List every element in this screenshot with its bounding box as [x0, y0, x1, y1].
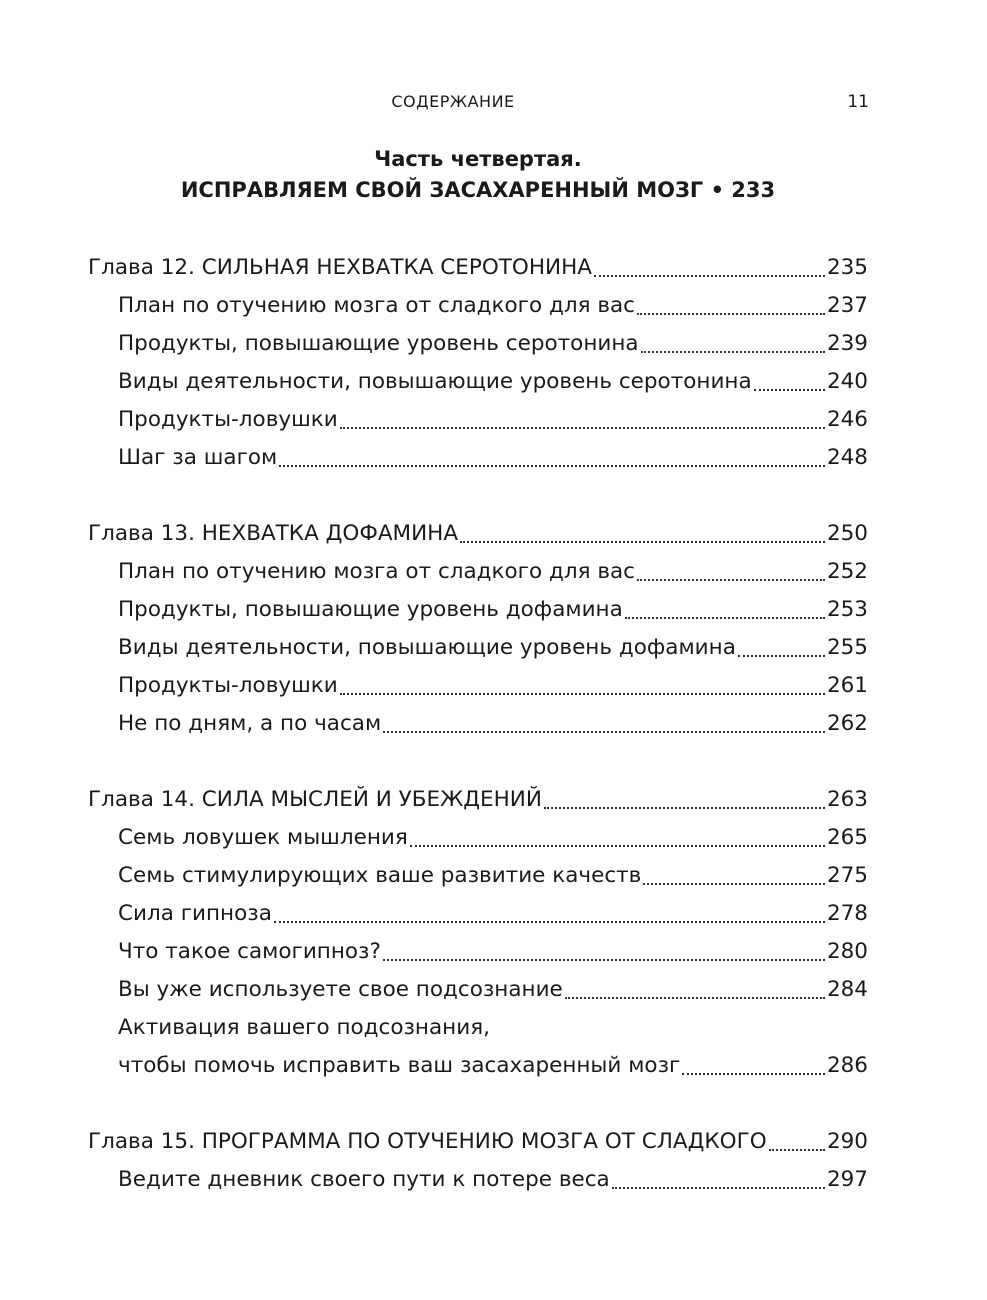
toc-entry-section[interactable]: [88, 629, 868, 667]
dot-leader: [769, 1123, 825, 1161]
dot-leader: [544, 781, 825, 819]
section-page: 261: [826, 673, 868, 698]
dot-leader: [383, 933, 825, 971]
section-title: Виды деятельности, повышающие уровень дофамина: [118, 635, 736, 660]
section-title-line2: чтобы помочь исправить ваш засахаренный мозг: [118, 1053, 681, 1078]
section-page: 255: [826, 635, 868, 660]
section-title: Что такое самогипноз?: [118, 939, 381, 964]
toc-entry-section[interactable]: [88, 287, 868, 325]
chapter-12: [88, 249, 868, 477]
dot-leader: [612, 1161, 825, 1199]
toc-entry-section[interactable]: [88, 1009, 868, 1085]
section-title: Виды деятельности, повышающие уровень серотонина: [118, 369, 752, 394]
part-heading-line1: Часть четвертая.: [374, 147, 582, 171]
chapter-14: [88, 781, 868, 1085]
dot-leader: [594, 249, 825, 287]
part-heading: [0, 144, 956, 206]
toc-entry-chapter[interactable]: [88, 249, 868, 287]
section-title: Продукты-ловушки: [118, 407, 338, 432]
section-title: Шаг за шагом: [118, 445, 278, 470]
chapter-page: 235: [826, 255, 868, 280]
section-title: Семь ловушек мышления: [118, 825, 408, 850]
chapter-page: 290: [826, 1129, 868, 1154]
section-page: 278: [826, 901, 868, 926]
section-page: 275: [826, 863, 868, 888]
toc-entry-section[interactable]: [88, 553, 868, 591]
chapter-page: 250: [826, 521, 868, 546]
section-title: Продукты-ловушки: [118, 673, 338, 698]
toc-entry-section[interactable]: [88, 363, 868, 401]
running-title: СОДЕРЖАНИЕ: [391, 92, 515, 111]
toc-entry-section[interactable]: [88, 1161, 868, 1199]
section-title: Вы уже используете свое подсознание: [118, 977, 563, 1002]
dot-leader: [625, 591, 825, 629]
section-title-line1: Активация вашего подсознания,: [118, 1015, 490, 1040]
dot-leader: [274, 895, 825, 933]
section-title: План по отучению мозга от сладкого для вас: [118, 559, 636, 584]
chapter-15: [88, 1123, 868, 1199]
toc-entry-section[interactable]: [88, 705, 868, 743]
section-page: 262: [826, 711, 868, 736]
section-page: 286: [826, 1053, 868, 1078]
dot-leader: [682, 1047, 825, 1085]
section-title: Не по дням, а по часам: [118, 711, 382, 736]
chapter-title: Глава 14. СИЛА МЫСЛЕЙ И УБЕЖДЕНИЙ: [88, 787, 542, 812]
dot-leader: [754, 363, 825, 401]
toc-entry-chapter[interactable]: [88, 1123, 868, 1161]
toc-entry-section[interactable]: [88, 591, 868, 629]
section-page: 284: [826, 977, 868, 1002]
page-number: 11: [847, 92, 869, 112]
dot-leader: [279, 439, 825, 477]
section-page: 240: [826, 369, 868, 394]
chapter-13: [88, 515, 868, 743]
toc-entry-chapter[interactable]: [88, 781, 868, 819]
dot-leader: [565, 971, 825, 1009]
toc-entry-section[interactable]: [88, 401, 868, 439]
part-heading-line2: ИСПРАВЛЯЕМ СВОЙ ЗАСАХАРЕННЫЙ МОЗГ • 233: [180, 178, 776, 202]
dot-leader: [340, 667, 825, 705]
table-of-contents: [88, 249, 868, 1237]
section-page: 265: [826, 825, 868, 850]
section-title: Сила гипноза: [118, 901, 272, 926]
toc-entry-section[interactable]: [88, 439, 868, 477]
dot-leader: [460, 515, 825, 553]
toc-entry-section[interactable]: [88, 325, 868, 363]
toc-entry-section[interactable]: [88, 667, 868, 705]
chapter-title: Глава 15. ПРОГРАММА ПО ОТУЧЕНИЮ МОЗГА ОТ СЛАДКОГО: [88, 1129, 767, 1154]
dot-leader: [410, 819, 825, 857]
section-page: 246: [826, 407, 868, 432]
toc-entry-section[interactable]: [88, 895, 868, 933]
toc-entry-section[interactable]: [88, 819, 868, 857]
toc-entry-section[interactable]: [88, 933, 868, 971]
dot-leader: [637, 287, 825, 325]
toc-entry-chapter[interactable]: [88, 515, 868, 553]
chapter-page: 263: [826, 787, 868, 812]
dot-leader: [641, 325, 825, 363]
section-title: [118, 1009, 680, 1085]
section-page: 280: [826, 939, 868, 964]
toc-entry-section[interactable]: [88, 857, 868, 895]
section-page: 237: [826, 293, 868, 318]
section-page: 248: [826, 445, 868, 470]
section-page: 239: [826, 331, 868, 356]
section-title: Продукты, повышающие уровень серотонина: [118, 331, 639, 356]
running-head: [0, 92, 987, 116]
dot-leader: [383, 705, 825, 743]
toc-entry-section[interactable]: [88, 971, 868, 1009]
chapter-title: Глава 12. СИЛЬНАЯ НЕХВАТКА СЕРОТОНИНА: [88, 255, 592, 280]
section-title: Ведите дневник своего пути к потере веса: [118, 1167, 610, 1192]
chapter-title: Глава 13. НЕХВАТКА ДОФАМИНА: [88, 521, 459, 546]
dot-leader: [637, 553, 825, 591]
dot-leader: [340, 401, 825, 439]
dot-leader: [738, 629, 825, 667]
section-page: 297: [826, 1167, 868, 1192]
dot-leader: [643, 857, 825, 895]
section-page: 253: [826, 597, 868, 622]
section-title: Продукты, повышающие уровень дофамина: [118, 597, 623, 622]
section-title: Семь стимулирующих ваше развитие качеств: [118, 863, 642, 888]
section-title: План по отучению мозга от сладкого для вас: [118, 293, 636, 318]
section-page: 252: [826, 559, 868, 584]
